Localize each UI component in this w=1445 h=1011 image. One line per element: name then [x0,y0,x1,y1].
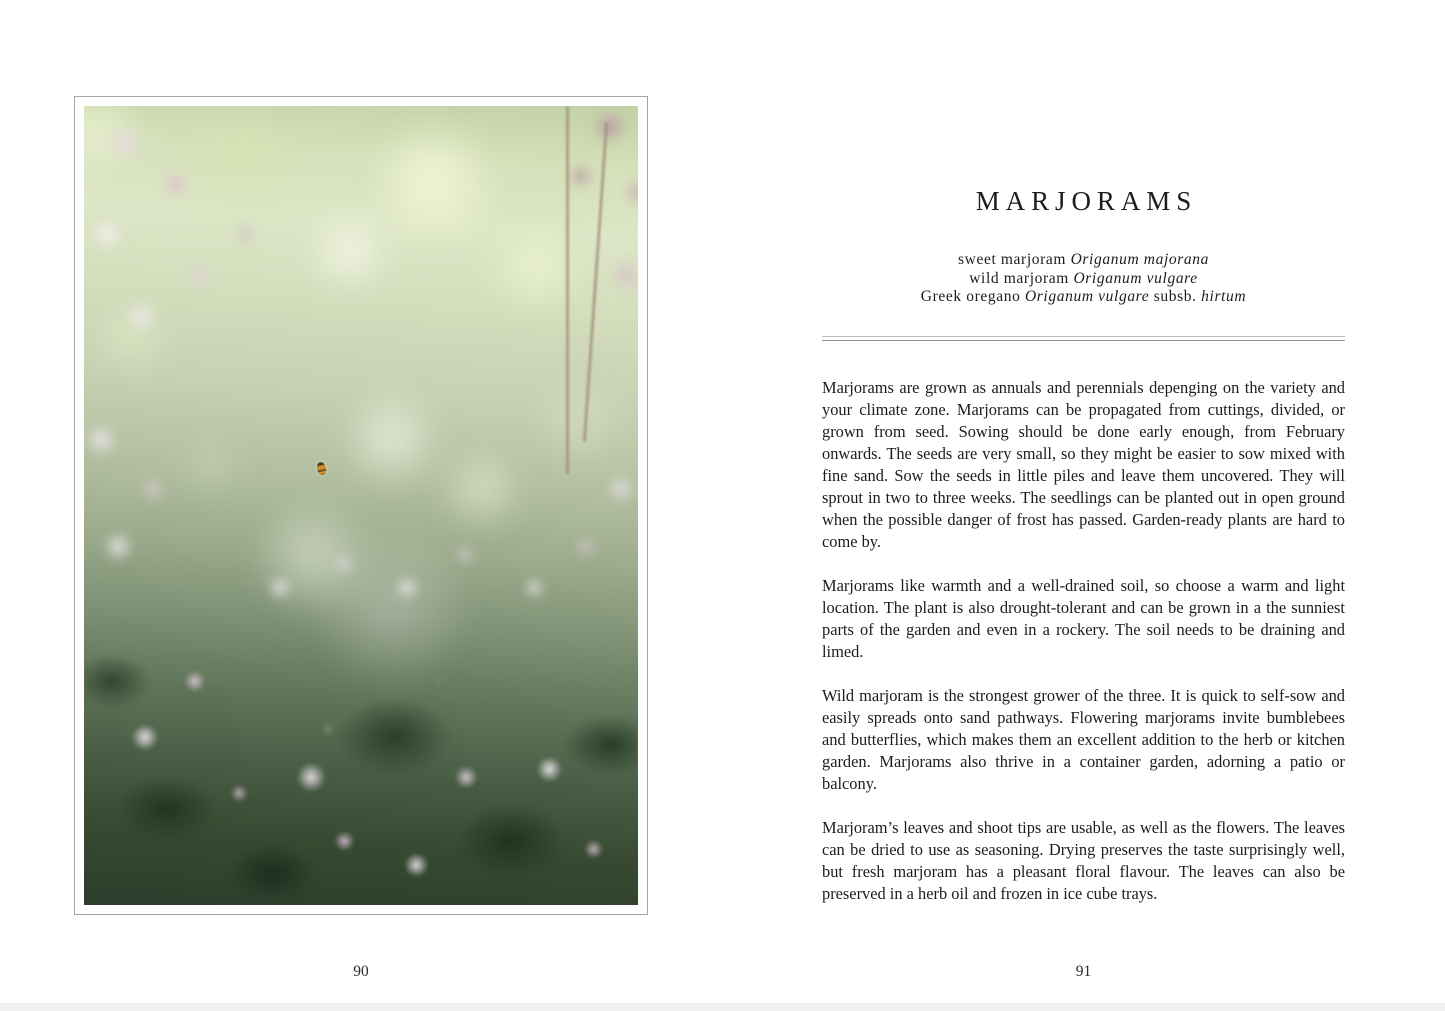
photo-frame [74,96,648,915]
marjoram-photo [84,106,638,905]
page-number-left: 90 [353,963,369,980]
species-latin-name: Origanum majorana [1070,251,1210,268]
species-common-name: wild marjoram [969,269,1074,287]
paragraph-growth: Wild marjoram is the strongest grower of the three. It is quick to self-sow and easily spreads onto sand pathways. Flowering marjorams invite bumblebees and butterflies, which makes them an excellent addition to the herb or kitchen garden. Marjorams also thrive in a container garden, adorning a patio or balcony. [822,686,1345,793]
species-common-name: sweet marjoram [957,251,1071,268]
species-common-name: Greek oregano [920,288,1025,306]
photo-foreground-flowers-layer [84,106,638,905]
species-latin-name: Origanum vulgare [1024,288,1150,306]
species-subspecies-label: subsb. [1149,288,1202,306]
paragraph-soil: Marjorams like warmth and a well-drained soil, so choose a warm and light location. The plant is also drought-tolerant and can be grown in a the sunniest parts of the garden and even in a rockery. The soil needs to be draining and limed. [822,576,1345,661]
species-line [822,288,1345,307]
species-list [822,251,1345,307]
chapter-title: MARJORAMS [975,186,1198,216]
species-line [822,251,1345,270]
paragraph-uses: Marjoram’s leaves and shoot tips are usable, as well as the flowers. The leaves can be dried to use as seasoning. Drying preserves the taste surprisingly well, but fresh marjoram has a pleasant floral flavour. The leaves can also be preserved in a herb oil and frozen in ice cube trays. [822,818,1345,903]
page-number-right: 91 [1075,963,1092,980]
bottom-edge-strip [0,1003,1445,1011]
species-latin-name: Origanum vulgare [1073,269,1198,287]
species-line [822,270,1345,289]
species-subspecies-latin: hirtum [1201,288,1247,306]
body-text [822,377,1345,927]
double-rule-divider [822,336,1345,341]
paragraph-sowing: Marjorams are grown as annuals and perennials depenging on the variety and your climate zone. Marjorams can be propagated from cuttings, divided, or grown from seed. Sowing should be done early enough, from February onwards. The seeds are very small, so they might be easier to sow mixed with fine sand. Sow the seeds in little piles and leave them uncovered. They will sprout in two to three weeks. The seedlings can be planted out in open ground when the possible danger of frost has passed. Garden-ready plants are hard to come by. [822,378,1345,551]
